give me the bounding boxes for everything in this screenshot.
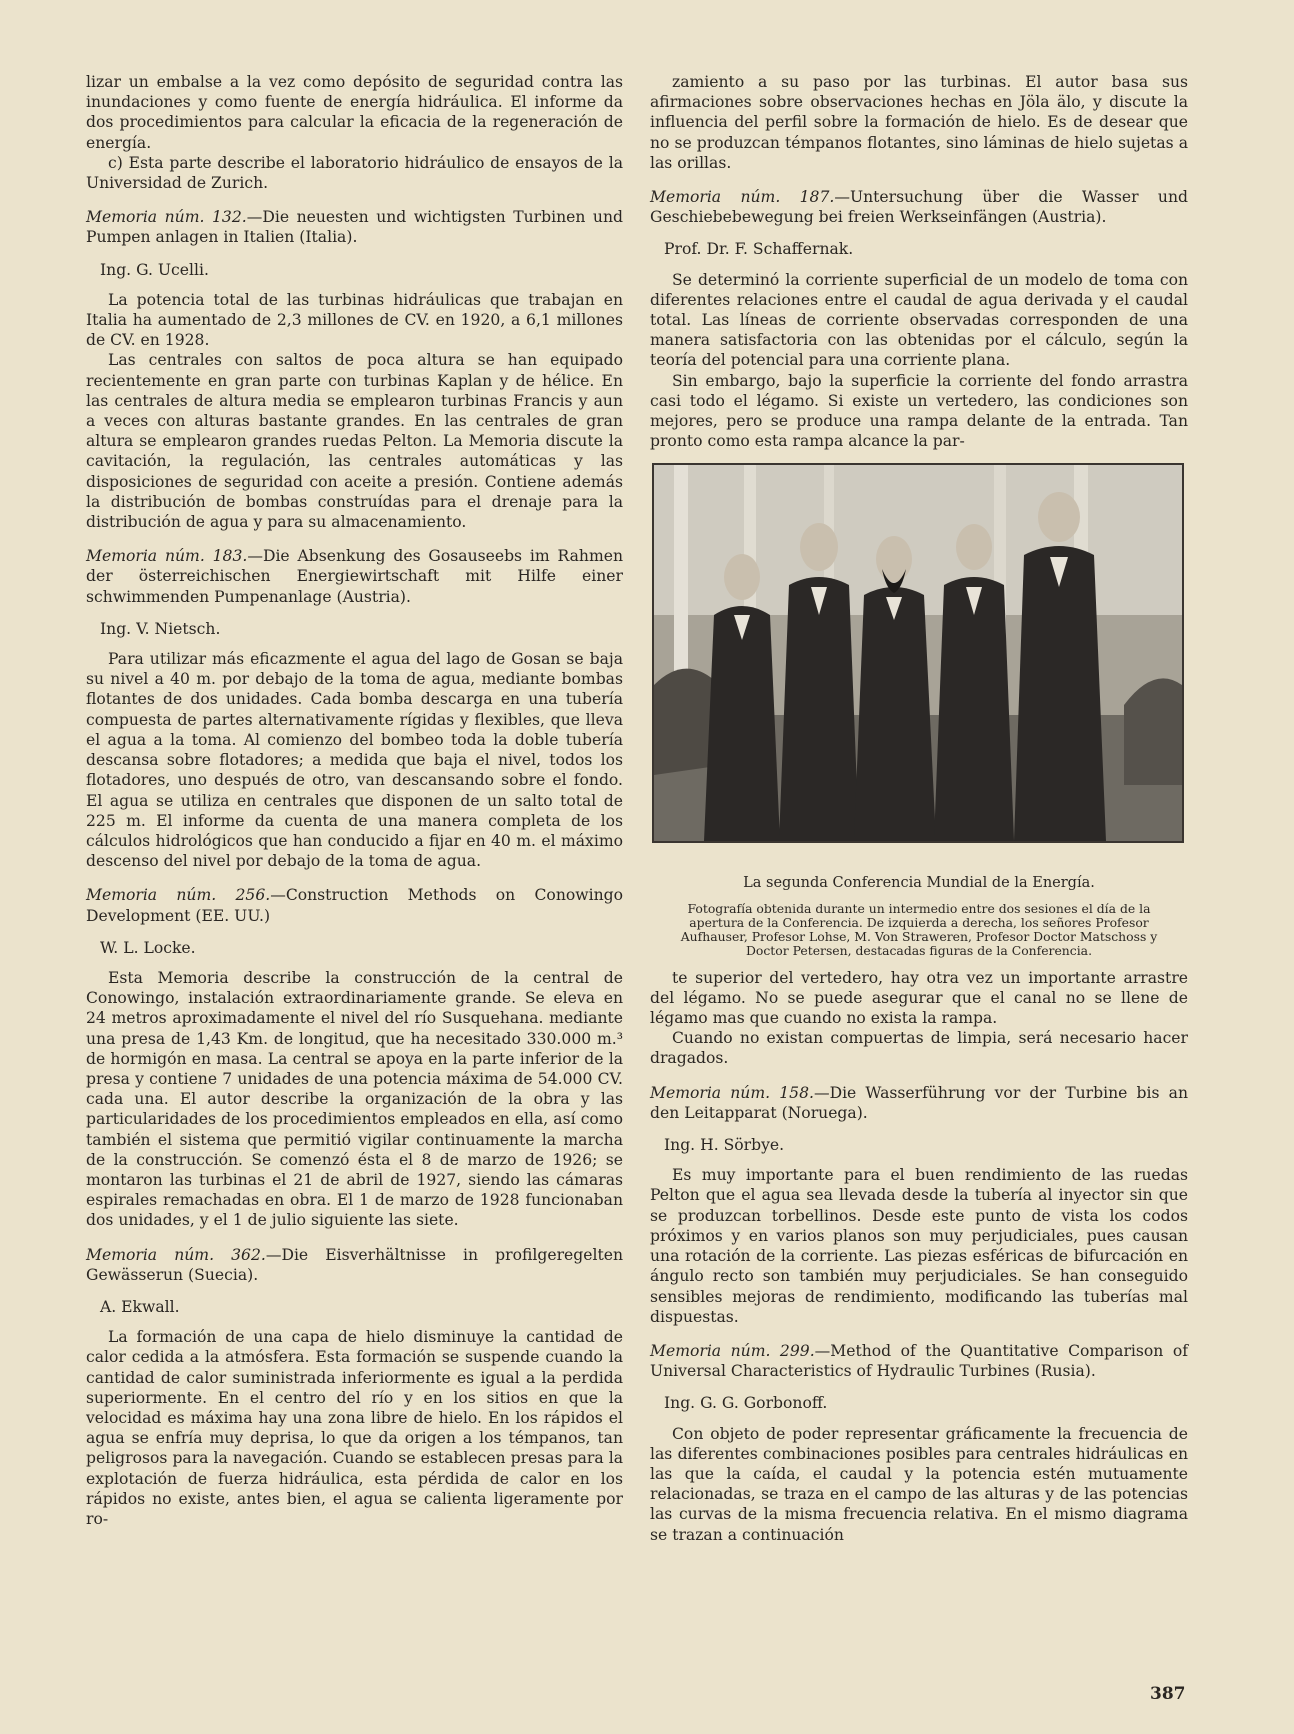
paragraph: c) Esta parte describe el laboratorio hidráulico de ensayos de la Universidad de Zurich. — [86, 153, 623, 193]
photo-caption-title: La segunda Conferencia Mundial de la Energía. — [743, 875, 1095, 892]
photo-caption-text: Fotografía obtenida durante un intermedio entre dos sesiones el día de la apertura de la Conferencia. De izquierda a derecha, los señores Profesor Aufhauser, Profesor Lohse, M. Von Straweren, Profesor Doctor Matschoss y Doctor Petersen, destacadas figuras de la Conferencia. — [680, 900, 1158, 958]
memoria-title: —Construction Methods on Conowingo Development (EE. UU.) — [86, 886, 623, 925]
memoria-author: W. L. Locke. — [100, 938, 196, 957]
paragraph: Cuando no existan compuertas de limpia, será necesario hacer dragados. — [650, 1029, 1188, 1068]
conference-photo — [652, 463, 1184, 843]
memoria-number: Memoria núm. 362. — [86, 1245, 266, 1264]
memoria-author: Prof. Dr. F. Schaffernak. — [664, 240, 854, 259]
memoria-heading — [86, 546, 623, 607]
memoria-heading — [86, 1245, 623, 1285]
memoria-title: —Die Eisverhältnisse in profilgeregelten Gewässerun (Suecia). — [86, 1245, 624, 1284]
paragraph: Para utilizar más eficazmente el agua del lago de Gosan se baja su nivel a 40 m. por debajo de la toma de agua, mediante bombas flotantes de dos unidades. Cada bomba descarga en una tubería compuesta de partes alternativamente rígidas y flexibles, que lleva el agua a la toma. Al comienzo del bombeo toda la doble tubería descansa sobre flotadores; a medida que baja el nivel, todos los flotadores, uno después de otro, van descansando sobre el fondo. El agua se utiliza en centrales que disponen de un salto total de 225 m. El informe da cuenta de una manera completa de los cálculos hidrológicos que han conducido a fijar en 40 m. el máximo descenso del nivel por debajo de la toma de agua. — [86, 650, 623, 871]
memoria-number: Memoria núm. 158. — [650, 1083, 814, 1102]
memoria-number: Memoria núm. 183. — [86, 547, 248, 566]
memoria-title: —Die neuesten und wichtigsten Turbinen und Pumpen anlagen in Italien (Italia). — [86, 208, 623, 247]
memoria-author: Ing. G. Ucelli. — [100, 260, 209, 279]
memoria-number: Memoria núm. 299. — [650, 1341, 815, 1360]
paragraph: Esta Memoria describe la construcción de la central de Conowingo, instalación extraordinariamente grande. Se eleva en 24 metros aproximadamente el nivel del río Susquehana. mediante una presa de 1,43 Km. de longitud, que ha necesitado 330.000 m.³ de hormigón en masa. La central se apoya en la parte inferior de la presa y contiene 7 unidades de una potencia máxima de 54.000 CV. cada una. El autor describe la organización de la obra y las particularidades de los procedimientos empleados en ella, así como también el sistema que permitió vigilar continuamente la marcha de la construcción. Se comenzó ésta el 8 de marzo de 1926; se montaron las turbinas el 21 de abril de 1927, siendo las cámaras espirales remachadas en obra. El 1 de marzo de 1928 funcionaban dos unidades, y el 1 de julio siguiente las siete. — [86, 968, 623, 1230]
memoria-author: Ing. H. Sörbye. — [664, 1136, 785, 1155]
memoria-number: Memoria núm. 187. — [650, 188, 835, 207]
memoria-heading — [86, 207, 623, 247]
memoria-title: —Method of the Quantitative Comparison of Universal Characteristics of Hydraulic Turbines (Rusia). — [650, 1341, 1188, 1381]
memoria-title: —Untersuchung über die Wasser und Geschiebebewegung bei freien Werkseinfängen (Austria). — [650, 188, 1188, 227]
paragraph: te superior del vertedero, hay otra vez un importante arrastre del légamo. No se puede asegurar que el canal no se llene de légamo mas que cuando no exista la rampa. — [650, 968, 1188, 1028]
memoria-title: —Die Wasserführung vor der Turbine bis an den Leitapparat (Noruega). — [650, 1083, 1188, 1122]
paragraph: Sin embargo, bajo la superficie la corriente del fondo arrastra casi todo el légamo. Si existe un vertedero, las condiciones son mejores, pero se produce una rampa delante de la entrada. Tan pronto como esta rampa alcance la par- — [650, 371, 1188, 451]
memoria-heading — [650, 1341, 1188, 1381]
memoria-author: A. Ekwall. — [100, 1297, 180, 1316]
paragraph: La formación de una capa de hielo disminuye la cantidad de calor cedida a la atmósfera. Esta formación se suspende cuando la cantidad de calor suministrada inferiormente es igual a la perdida superiormente. En el centro del río y en los sitios en que la velocidad es máxima hay una zona libre de hielo. En los rápidos el agua se enfría muy deprisa, lo que da origen a los témpanos, tan peligrosos para la navegación. Cuando se establecen presas para la explotación de fuerza hidráulica, esta pérdida de calor en los rápidos no existe, antes bien, el agua se calienta ligeramente por ro- — [86, 1328, 623, 1528]
paragraph: zamiento a su paso por las turbinas. El autor basa sus afirmaciones sobre observaciones hechas en Jöla älo, y discute la influencia del perfil sobre la formación de hielo. Es de desear que no se produzcan témpanos flotantes, sino láminas de hielo sujetas a las orillas. — [650, 73, 1188, 172]
memoria-author: Ing. G. G. Gorbonoff. — [664, 1394, 828, 1413]
memoria-title: —Die Absenkung des Gosauseebs im Rahmen der österreichischen Energiewirtschaft mit Hilfe einer schwimmenden Pumpenanlage (Austria). — [86, 547, 623, 606]
memoria-heading — [650, 187, 1188, 227]
paragraph: Es muy importante para el buen rendimiento de las ruedas Pelton que el agua sea llevada desde la tubería al inyector sin que se produzcan torbellinos. Desde este punto de vista los codos próximos y en varios planos son muy perjudiciales, pues causan una rotación de la corriente. Las piezas esféricas de bifurcación en ángulo recto son también muy perjudiciales. Se han conseguido sensibles mejoras de rendimiento, modificando las tuberías mal dispuestas. — [650, 1166, 1188, 1326]
page-number: 387 — [1150, 1684, 1186, 1704]
paragraph: lizar un embalse a la vez como depósito de seguridad contra las inundaciones y como fuente de energía hidráulica. El informe da dos procedimientos para calcular la eficacia de la regeneración de energía. — [86, 73, 623, 152]
photo-illustration — [654, 465, 1182, 841]
right-column — [650, 72, 1188, 1545]
left-column — [86, 72, 623, 1529]
memoria-number: Memoria núm. 256. — [86, 886, 271, 905]
paragraph: Se determinó la corriente superficial de un modelo de toma con diferentes relaciones entre el caudal de agua derivada y el caudal total. Las líneas de corriente observadas corresponden de una manera satisfactoria con las obtenidas por el cálculo, según la teoría del potencial para una corriente plana. — [650, 270, 1188, 370]
memoria-number: Memoria núm. 132. — [86, 208, 247, 227]
paragraph: Las centrales con saltos de poca altura se han equipado recientemente en gran parte con turbinas Kaplan y de hélice. En las centrales de altura media se emplearon turbinas Francis y aun a veces con alturas bastante grandes. En las centrales de gran altura se emplearon grandes ruedas Pelton. La Memoria discute la cavitación, la regulación, las centrales automáticas y las disposiciones de seguridad con aceite a presión. Contiene además la distribución de bombas construídas para el drenaje para la distribución de agua y para su almacenamiento. — [86, 351, 623, 532]
memoria-heading — [86, 885, 623, 925]
memoria-author: Ing. V. Nietsch. — [100, 619, 221, 638]
memoria-heading — [650, 1083, 1188, 1123]
paragraph: Con objeto de poder representar gráficamente la frecuencia de las diferentes combinaciones posibles para centrales hidráulicas en las que la caída, el caudal y la potencia estén mutuamente relacionadas, se traza en el campo de las alturas y de las potencias las curvas de la misma frecuencia relativa. En el mismo diagrama se trazan a continuación — [650, 1424, 1188, 1544]
paragraph: La potencia total de las turbinas hidráulicas que trabajan en Italia ha aumentado de 2,3 millones de CV. en 1920, a 6,1 millones de CV. en 1928. — [86, 290, 623, 350]
